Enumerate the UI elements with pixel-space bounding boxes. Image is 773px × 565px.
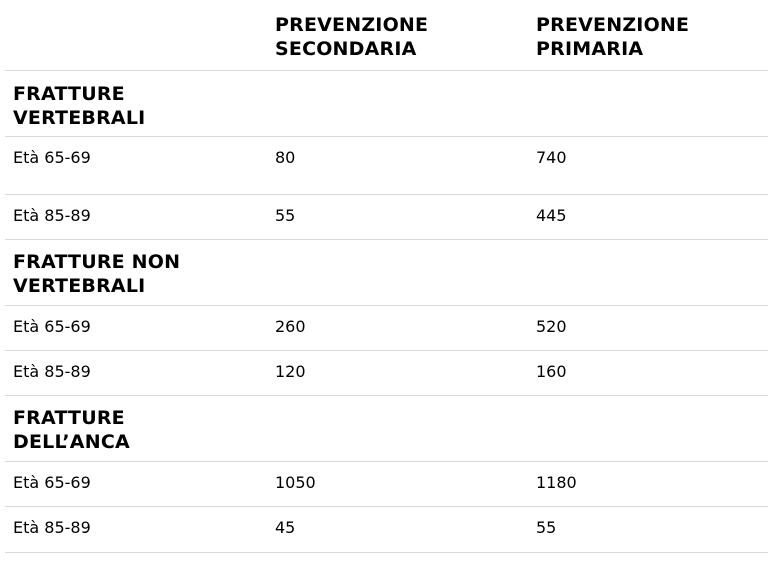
header-cell-secondaria — [267, 0, 528, 70]
secondaria-cell: 45 — [275, 518, 296, 537]
table-row — [5, 137, 768, 195]
secondaria-cell: 260 — [275, 317, 306, 336]
header-cell-primaria — [528, 0, 768, 70]
group-title: FRATTURE DELL’ANCA — [13, 407, 130, 453]
age-cell: Età 65-69 — [13, 317, 91, 336]
group-empty-cell — [267, 396, 528, 461]
age-cell: Età 85-89 — [13, 362, 91, 381]
group-empty-cell — [528, 396, 768, 461]
table-row — [5, 351, 768, 396]
group-row-vertebrali — [5, 71, 768, 137]
fractures-table — [5, 0, 768, 553]
table-row — [5, 195, 768, 240]
secondaria-cell: 80 — [275, 148, 296, 167]
age-cell: Età 65-69 — [13, 473, 91, 492]
secondaria-cell: 1050 — [275, 473, 316, 492]
secondaria-cell: 120 — [275, 362, 306, 381]
group-empty-cell — [528, 240, 768, 305]
group-title-cell — [5, 396, 267, 461]
header-label-primaria: PREVENZIONE PRIMARIA — [536, 14, 690, 60]
table-row — [5, 462, 768, 507]
age-cell: Età 85-89 — [13, 518, 91, 537]
table-header-row — [5, 0, 768, 71]
secondaria-cell: 55 — [275, 206, 296, 225]
group-title: FRATTURE NON VERTEBRALI — [13, 251, 181, 297]
table-row — [5, 306, 768, 351]
group-empty-cell — [528, 71, 768, 136]
group-empty-cell — [267, 240, 528, 305]
primaria-cell: 55 — [536, 518, 557, 537]
primaria-cell: 160 — [536, 362, 567, 381]
group-title-cell — [5, 71, 267, 136]
group-title: FRATTURE VERTEBRALI — [13, 83, 146, 129]
table-row — [5, 507, 768, 553]
primaria-cell: 520 — [536, 317, 567, 336]
primaria-cell: 1180 — [536, 473, 577, 492]
header-cell-empty — [5, 0, 267, 70]
group-row-anca — [5, 396, 768, 462]
header-label-secondaria: PREVENZIONE SECONDARIA — [275, 14, 429, 60]
age-cell: Età 65-69 — [13, 148, 91, 167]
group-title-cell — [5, 240, 267, 305]
primaria-cell: 740 — [536, 148, 567, 167]
group-row-non-vertebrali — [5, 240, 768, 306]
group-empty-cell — [267, 71, 528, 136]
age-cell: Età 85-89 — [13, 206, 91, 225]
primaria-cell: 445 — [536, 206, 567, 225]
